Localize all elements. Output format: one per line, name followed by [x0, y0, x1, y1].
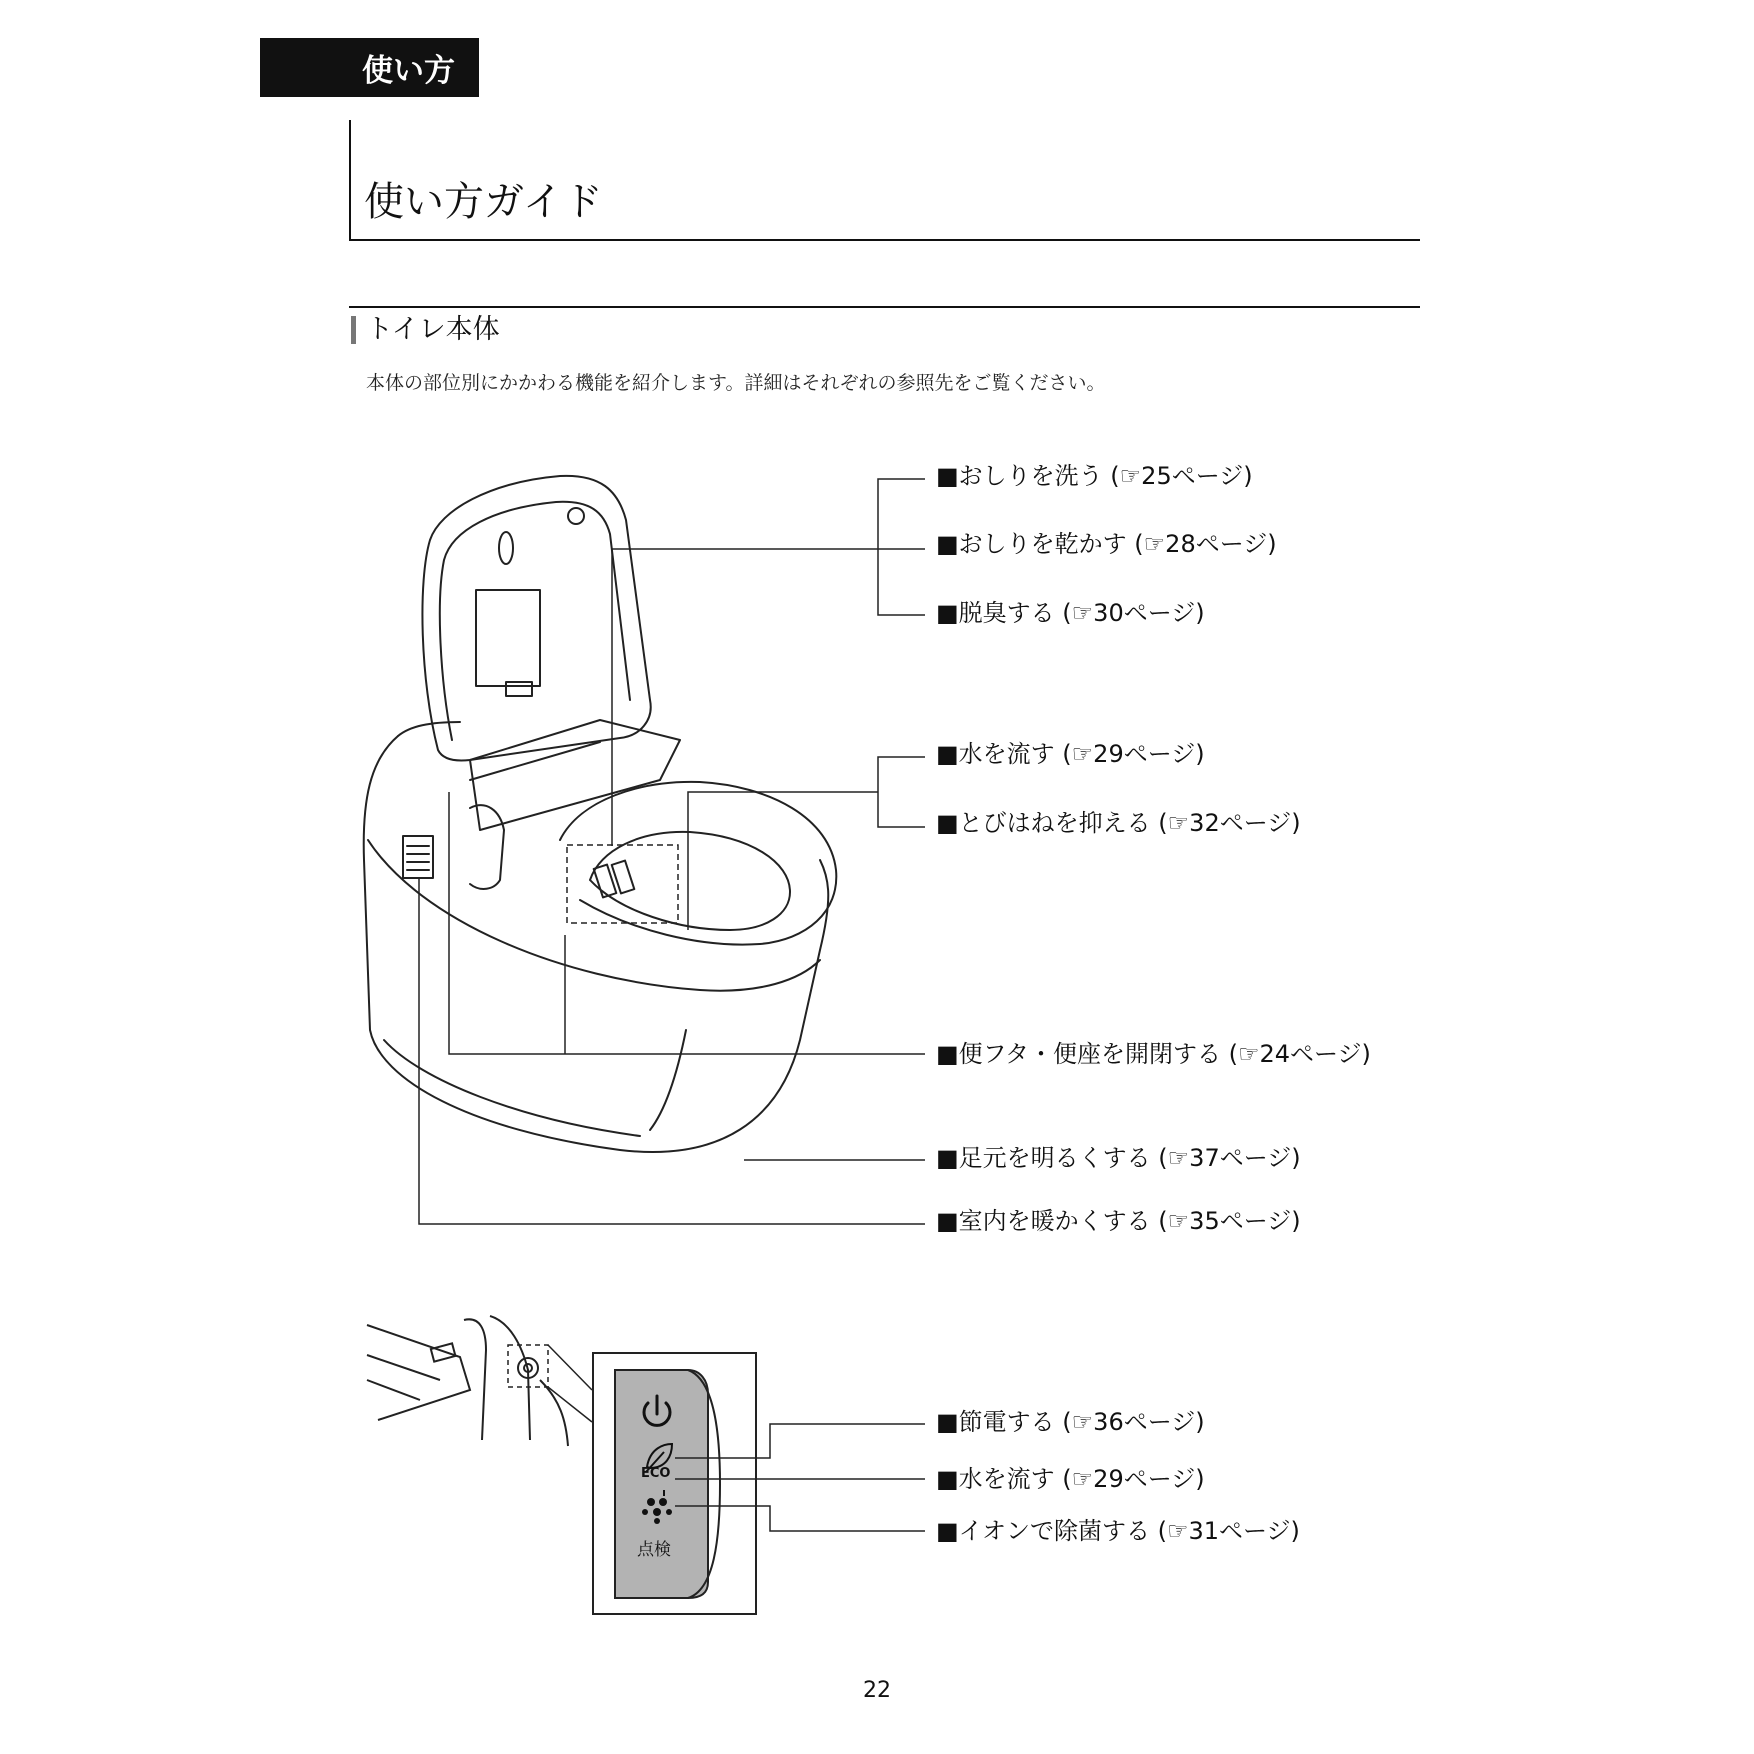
intro-text: 本体の部位別にかかわる機能を紹介します。詳細はそれぞれの参照先をご覧ください。	[366, 372, 1106, 394]
callout-deodorize[interactable]: ■脱臭する (☞30ページ)	[936, 599, 1205, 627]
subsection-title: トイレ本体	[366, 314, 500, 345]
callout-flush[interactable]: ■水を流す (☞29ページ)	[936, 740, 1205, 768]
section-tab: 使い方	[260, 38, 479, 97]
callout-foot-light[interactable]: ■足元を明るくする (☞37ページ)	[936, 1144, 1301, 1172]
bowl-side-curve	[650, 1030, 686, 1130]
panel-locator-illustration	[367, 1316, 568, 1446]
lid-inner-edge	[440, 502, 630, 740]
seat-deck-edge	[470, 742, 600, 780]
lid-outline	[422, 476, 650, 761]
seat-inner	[590, 832, 790, 930]
lid-label-panel	[476, 590, 540, 686]
callout-power-save[interactable]: ■節電する (☞36ページ)	[936, 1408, 1205, 1436]
callout-dry[interactable]: ■おしりを乾かす (☞28ページ)	[936, 530, 1277, 558]
side-vent	[403, 836, 433, 878]
hinge-cover	[470, 805, 504, 889]
callout-ion-sterilize[interactable]: ■イオンで除菌する (☞31ページ)	[936, 1517, 1300, 1545]
nozzle-highlight	[567, 845, 678, 923]
bowl-rim-lower	[368, 840, 820, 991]
zoom-line-2	[548, 1387, 592, 1422]
callout-room-heater[interactable]: ■室内を暖かくする (☞35ページ)	[936, 1207, 1301, 1235]
lid-slot	[499, 532, 513, 564]
zoom-line-1	[548, 1345, 592, 1390]
check-label: 点検	[637, 1540, 671, 1560]
page-title: 使い方ガイド	[364, 179, 603, 225]
page-number: 22	[863, 1678, 891, 1703]
callout-panel-flush[interactable]: ■水を流す (☞29ページ)	[936, 1465, 1205, 1493]
eco-label: ECO	[641, 1466, 671, 1481]
seat-outer	[560, 782, 836, 945]
callout-wash[interactable]: ■おしりを洗う (☞25ページ)	[936, 462, 1253, 490]
control-panel-face	[615, 1370, 708, 1598]
callout-lid-seat[interactable]: ■便フタ・便座を開閉する (☞24ページ)	[936, 1040, 1371, 1068]
seat-deck	[470, 720, 680, 830]
lid-bolt	[568, 508, 584, 524]
callout-splash-guard[interactable]: ■とびはねを抑える (☞32ページ)	[936, 809, 1301, 837]
lid-small-tag	[506, 682, 532, 696]
